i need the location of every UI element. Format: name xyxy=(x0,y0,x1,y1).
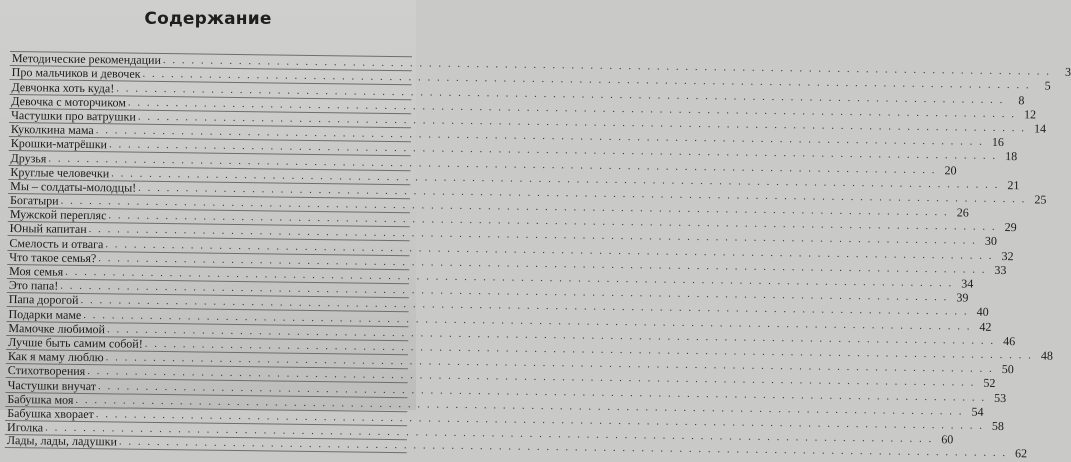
toc-entry-title: Смелость и отвага xyxy=(9,235,104,251)
toc-page-number: 25 xyxy=(1034,192,1047,207)
toc-page-number: 18 xyxy=(1005,149,1018,164)
toc-entry-title: Про мальчиков и девочек xyxy=(11,65,141,82)
toc-entry-title: Стихотворения xyxy=(7,363,86,379)
toc-page-number: 46 xyxy=(1003,333,1016,348)
toc-page-number: 40 xyxy=(976,305,989,320)
toc-entry-title: Подарки маме xyxy=(8,306,82,322)
toc-entry-title: Друзья xyxy=(10,150,47,165)
toc-page-number: 16 xyxy=(991,134,1005,150)
toc-entry-title: Девчонка хоть куда! xyxy=(11,79,115,95)
toc-page-number: 30 xyxy=(984,234,997,249)
toc-entry-title: Юный капитан xyxy=(9,221,87,237)
toc-entry-title: Девочка с моторчиком xyxy=(11,93,126,110)
toc-page-number: 53 xyxy=(994,390,1007,405)
toc-page-number: 5 xyxy=(1044,78,1051,93)
toc-page-number: 58 xyxy=(991,418,1005,433)
toc-entry-title: Крошки-матрёшки xyxy=(10,136,108,152)
toc-page-number: 34 xyxy=(961,276,974,291)
toc-page-number: 8 xyxy=(1018,92,1025,107)
toc-page-number: 42 xyxy=(979,319,992,334)
toc-entry-title: Как я маму люблю xyxy=(7,349,104,365)
toc-page-number: 21 xyxy=(1007,177,1020,192)
toc-entry-title: Иголка xyxy=(6,420,44,435)
toc-entry-title: Мы – солдаты-молодцы! xyxy=(10,178,137,195)
toc-entry-title: Бабушка хворает xyxy=(7,405,94,422)
toc-page-number: 52 xyxy=(983,376,996,391)
toc-entry-title: Лады, лады, ладушки xyxy=(6,433,118,449)
toc-page-number: 26 xyxy=(956,205,969,220)
toc-entry-title: Бабушка моя xyxy=(7,391,74,407)
toc-entry-title: Круглые человечки xyxy=(10,164,110,180)
toc-page-number: 39 xyxy=(956,290,969,305)
toc-page-number: 54 xyxy=(971,404,984,419)
table-of-contents xyxy=(5,51,1071,461)
toc-page-number: 20 xyxy=(944,162,957,177)
toc-page-number: 33 xyxy=(994,262,1007,277)
toc-entry-title: Это папа! xyxy=(8,278,59,293)
toc-page-number: 62 xyxy=(1015,446,1028,461)
toc-page-number: 32 xyxy=(1001,248,1014,263)
toc-page-number: 29 xyxy=(1004,220,1017,235)
toc-entry-title: Папа дорогой xyxy=(8,292,79,308)
toc-page-number: 48 xyxy=(1040,348,1054,363)
toc-page-number: 3 xyxy=(1065,65,1071,80)
toc-entry-title: Куколкина мама xyxy=(10,122,94,138)
toc-page-number: 50 xyxy=(1001,362,1014,377)
page-title: Содержание xyxy=(144,9,272,29)
toc-page-number: 14 xyxy=(1033,121,1047,136)
toc-entry-title: Методические рекомендации xyxy=(11,51,162,68)
toc-entry-title: Лучше быть самим собой! xyxy=(8,334,143,351)
toc-page-number: 60 xyxy=(941,432,954,447)
toc-entry-title: Что такое семья? xyxy=(9,249,97,265)
toc-page-number: 12 xyxy=(1023,107,1037,122)
toc-entry-title: Моя семья xyxy=(9,264,64,279)
toc-entry-title: Мамочке любимой xyxy=(8,320,106,337)
toc-entry-title: Частушки внучат xyxy=(7,377,97,393)
toc-entry-title: Частушки про ватрушки xyxy=(11,107,136,124)
toc-entry-title: Мужской перепляс xyxy=(9,207,107,223)
toc-entry-title: Богатыри xyxy=(9,193,59,208)
